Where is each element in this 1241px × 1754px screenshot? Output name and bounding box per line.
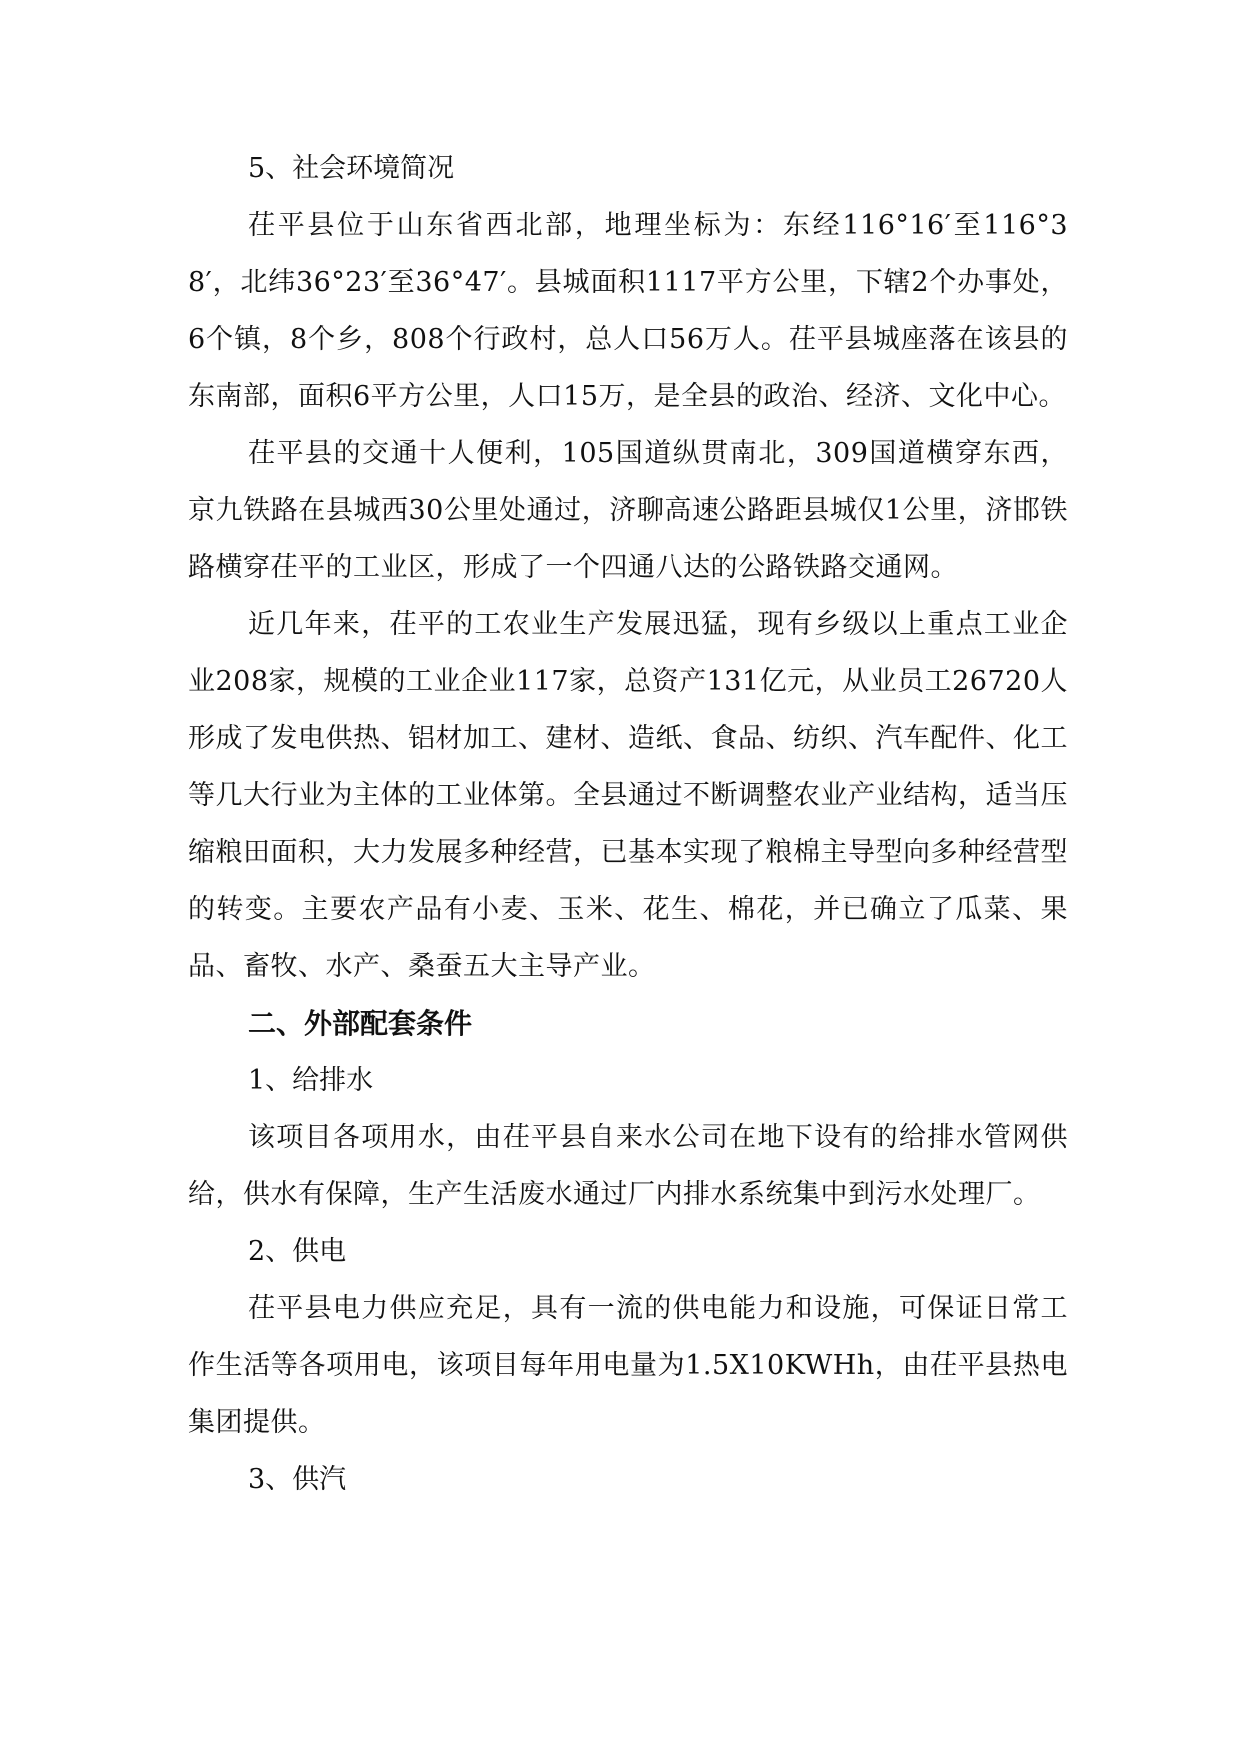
section-title-water: 1、给排水 — [248, 1065, 374, 1096]
section-title-power: 2、供电 — [248, 1236, 347, 1267]
heading-external-conditions: 二、外部配套条件 — [248, 1007, 473, 1040]
section-title-steam: 3、供汽 — [248, 1464, 347, 1495]
paragraph-water: 该项目各项用水，由茌平县自来水公司在地下设有的给排水管网供给，供水有保障，生产生活废水通过厂内排水系统集中到污水处理厂。 — [188, 1122, 1068, 1210]
section-title-social-environment: 5、社会环境简况 — [248, 153, 455, 184]
paragraph-industry: 近几年来，茌平的工农业生产发展迅猛，现有乡级以上重点工业企业208家，规模的工业企业117家，总资产131亿元，从业员工26720人形成了发电供热、铝材加工、建材、造纸、食品、纺织、汽车配件、化工等几大行业为主体的工业体第。全县通过不断调整农业产业结构，适当压缩粮田面积，大力发展多种经营，已基本实现了粮棉主导型向多种经营型的转变。主要农产品有小麦、玉米、花生、棉花，并已确立了瓜菜、果品、畜牧、水产、桑蚕五大主导产业。 — [188, 609, 1068, 982]
paragraph-location: 茌平县位于山东省西北部，地理坐标为：东经116°16′至116°38′，北纬36°23′至36°47′。县城面积1117平方公里，下辖2个办事处，6个镇，8个乡，808个行政村，总人口56万人。茌平县城座落在该县的东南部，面积6平方公里，人口15万，是全县的政治、经济、文化中心。 — [188, 210, 1068, 412]
paragraph-transport: 茌平县的交通十人便利，105国道纵贯南北，309国道横穿东西，京九铁路在县城西30公里处通过，济聊高速公路距县城仅1公里，济邯铁路横穿茌平的工业区，形成了一个四通八达的公路铁路交通网。 — [188, 438, 1068, 583]
document-page — [188, 140, 1068, 1508]
paragraph-power: 茌平县电力供应充足，具有一流的供电能力和设施，可保证日常工作生活等各项用电，该项目每年用电量为1.5X10KWHh，由茌平县热电集团提供。 — [188, 1293, 1068, 1438]
